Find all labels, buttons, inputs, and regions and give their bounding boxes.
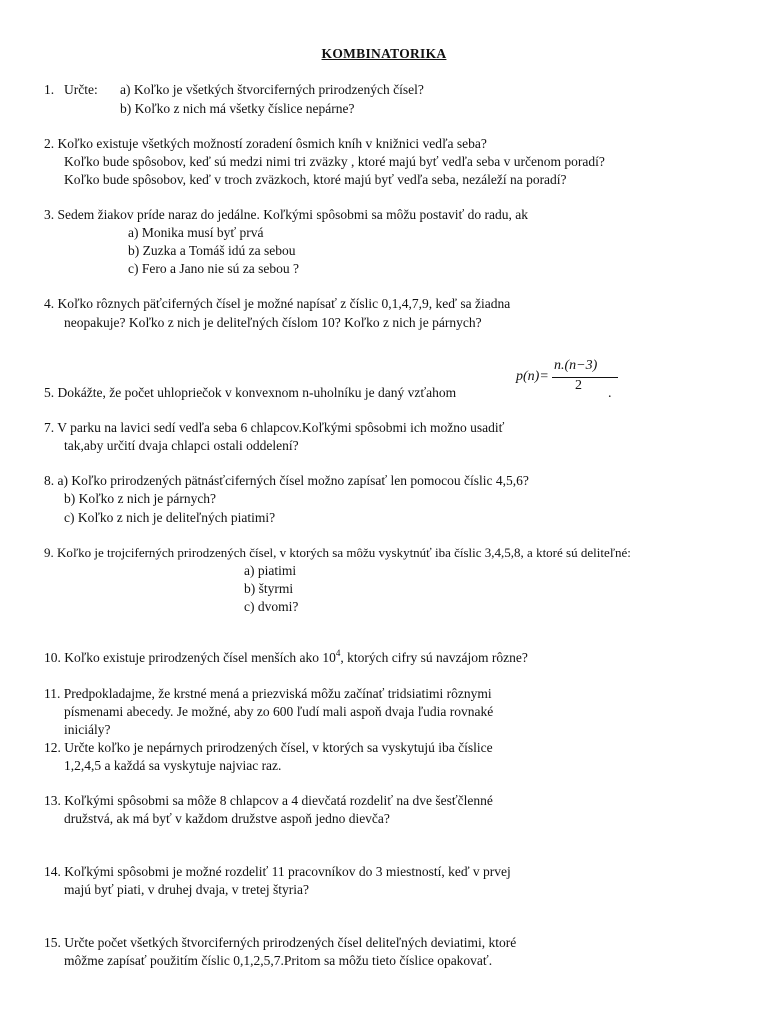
fraction-bar: [552, 377, 618, 378]
q1-number: 1.: [44, 82, 55, 97]
formula-denominator: 2: [575, 378, 582, 393]
q7-line-1: 7. V parku na lavici sedí vedľa seba 6 chlapcov.Koľkými spôsobmi ich možno usadiť: [44, 420, 505, 435]
q3-part-c: c) Fero a Jano nie sú za sebou ?: [128, 261, 299, 276]
document-title: KOMBINATORIKA: [321, 46, 447, 61]
q12-line-1: 12. Určte koľko je nepárnych prirodzených čísel, v ktorých sa vyskytujú iba číslice: [44, 740, 493, 755]
formula-lhs: p(n)=: [516, 369, 549, 384]
q11-line-2: písmenami abecedy. Je možné, aby zo 600 ľudí mali aspoň dvaja ľudia rovnaké: [64, 704, 494, 719]
q15-line-2: môžme zapísať použitím číslic 0,1,2,5,7.Pritom sa môžu tieto číslice opakovať.: [64, 953, 493, 968]
q13-line-1: 13. Koľkými spôsobmi sa môže 8 chlapcov a 4 dievčatá rozdeliť na dve šesťčlenné: [44, 793, 493, 808]
q2-line-1: 2. Koľko existuje všetkých možností zoradení ôsmich kníh v knižnici vedľa seba?: [44, 136, 487, 151]
q14-line-1: 14. Koľkými spôsobmi je možné rozdeliť 11 pracovníkov do 3 miestností, keď v prvej: [44, 864, 511, 879]
q8-line-2: b) Koľko z nich je párnych?: [64, 491, 217, 506]
q13-line-2: družstvá, ak má byť v každom družstve aspoň jedno dievča?: [64, 811, 390, 826]
q4-line-1: 4. Koľko rôznych päťciferných čísel je možné napísať z číslic 0,1,4,7,9, keď sa žiadna: [44, 296, 511, 311]
q9-part-c: c) dvomi?: [244, 599, 299, 614]
formula-numerator: n.(n−3): [554, 358, 598, 373]
q8-line-3: c) Koľko z nich je deliteľných piatimi?: [64, 510, 276, 525]
q14-line-2: majú byť piati, v druhej dvaja, v tretej štyria?: [64, 882, 309, 897]
q7-line-2: tak,aby určití dvaja chlapci ostali oddelení?: [64, 438, 299, 453]
q3-part-a: a) Monika musí byť prvá: [128, 225, 264, 240]
q1-part-a: a) Koľko je všetkých štvorciferných prirodzených čísel?: [120, 82, 424, 97]
q9-part-b: b) štyrmi: [244, 581, 294, 596]
q1-lead: Určte:: [64, 82, 98, 97]
q12-line-2: 1,2,4,5 a každá sa vyskytuje najviac raz.: [64, 758, 282, 773]
q9-part-a: a) piatimi: [244, 563, 297, 578]
q5-line-1: 5. Dokážte, že počet uhlopriečok v konvexnom n-uholníku je daný vzťahom: [44, 385, 457, 400]
q11-line-1: 11. Predpokladajme, že krstné mená a priezviská môžu začínať tridsiatimi rôznymi: [44, 686, 492, 701]
q3-part-b: b) Zuzka a Tomáš idú za sebou: [128, 243, 296, 258]
q8-line-1: 8. a) Koľko prirodzených pätnásťciferných čísel možno zapísať len pomocou číslic 4,5,6?: [44, 473, 529, 488]
q4-line-2: neopakuje? Koľko z nich je deliteľných číslom 10? Koľko z nich je párnych?: [64, 315, 482, 330]
q11-line-3: iniciály?: [64, 722, 111, 737]
q10-exponent: 4: [335, 648, 341, 658]
diagonal-count-formula: [516, 358, 616, 401]
q2-line-2: Koľko bude spôsobov, keď sú medzi nimi tri zväzky , ktoré majú byť vedľa seba v určenom poradí?: [64, 154, 605, 169]
q15-line-1: 15. Určte počet všetkých štvorciferných prirodzených čísel deliteľných deviatimi, ktoré: [44, 935, 517, 950]
q1-part-b: b) Koľko z nich má všetky číslice nepárne?: [120, 101, 355, 116]
q10-text-pre: 10. Koľko existuje prirodzených čísel menších ako 10: [44, 650, 336, 665]
q3-line-1: 3. Sedem žiakov príde naraz do jedálne. Koľkými spôsobmi sa môžu postaviť do radu, ak: [44, 207, 529, 222]
q2-line-3: Koľko bude spôsobov, keď v troch zväzkoch, ktoré majú byť vedľa seba, nezáleží na poradí?: [64, 172, 567, 187]
q9-line-1: 9. Koľko je trojciferných prirodzených čísel, v ktorých sa môžu vyskytnúť iba číslic 3,4,5,8, a ktoré sú deliteľné:: [44, 545, 631, 560]
q10-line-1: [44, 649, 528, 667]
formula-end: .: [608, 386, 612, 401]
q10-text-post: , ktorých cifry sú navzájom rôzne?: [340, 650, 528, 665]
